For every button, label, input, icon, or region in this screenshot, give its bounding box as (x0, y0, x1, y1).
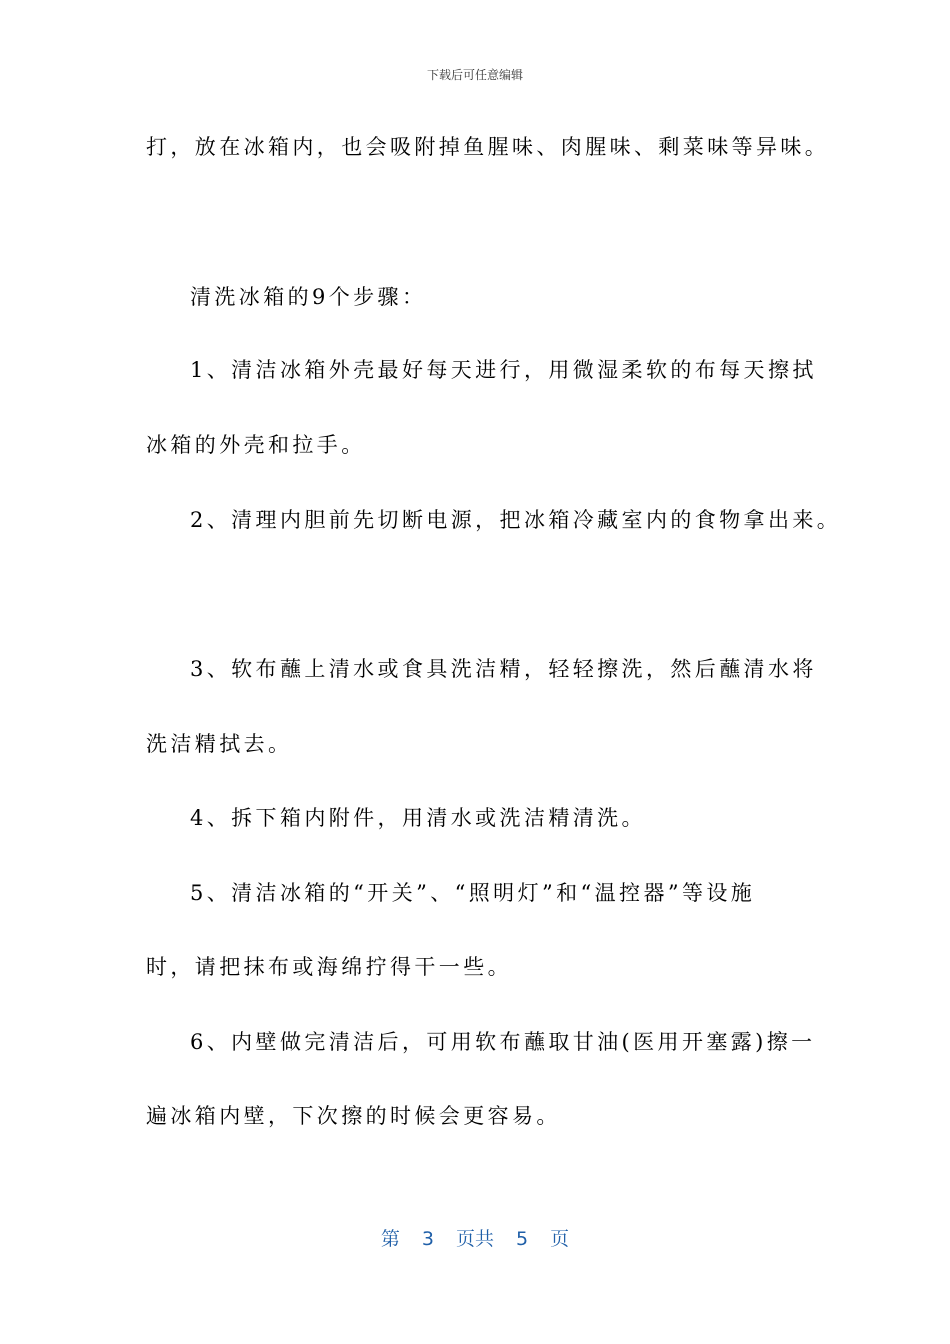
section-heading: 清洗冰箱的9个步骤： (190, 285, 427, 309)
page-header: 下载后可任意编辑 (426, 68, 523, 82)
footer-current-page: 3 (421, 1228, 434, 1250)
step-4-line: 4、拆下箱内附件，用清水或洗洁精清洗。 (190, 806, 646, 830)
step-5-line: 5、清洁冰箱的“开关”、“照明灯”和“温控器”等设施 (190, 881, 756, 905)
step-1-continuation: 冰箱的外壳和拉手。 (146, 433, 366, 457)
step-6-continuation: 遍冰箱内壁，下次擦的时候会更容易。 (146, 1104, 561, 1128)
paragraph-line: 打，放在冰箱内，也会吸附掉鱼腥味、肉腥味、剩菜味等异味。 (146, 135, 830, 159)
step-1-line: 1、清洁冰箱外壳最好每天进行，用微湿柔软的布每天擦拭 (190, 358, 817, 382)
footer-total-pages: 5 (516, 1228, 529, 1250)
step-3-continuation: 洗洁精拭去。 (146, 732, 293, 756)
step-5-continuation: 时，请把抹布或海绵拧得干一些。 (146, 955, 512, 979)
page-footer (0, 1226, 950, 1252)
step-2-line: 2、清理内胆前先切断电源，把冰箱冷藏室内的食物拿出来。 (190, 508, 842, 532)
step-6-line: 6、内壁做完清洁后，可用软布蘸取甘油(医用开塞露)擦一 (190, 1030, 816, 1054)
footer-prefix: 第 (380, 1228, 400, 1250)
step-3-line: 3、软布蘸上清水或食具洗洁精，轻轻擦洗，然后蘸清水将 (190, 657, 817, 681)
footer-middle: 页共 (455, 1228, 494, 1250)
footer-suffix: 页 (550, 1228, 570, 1250)
